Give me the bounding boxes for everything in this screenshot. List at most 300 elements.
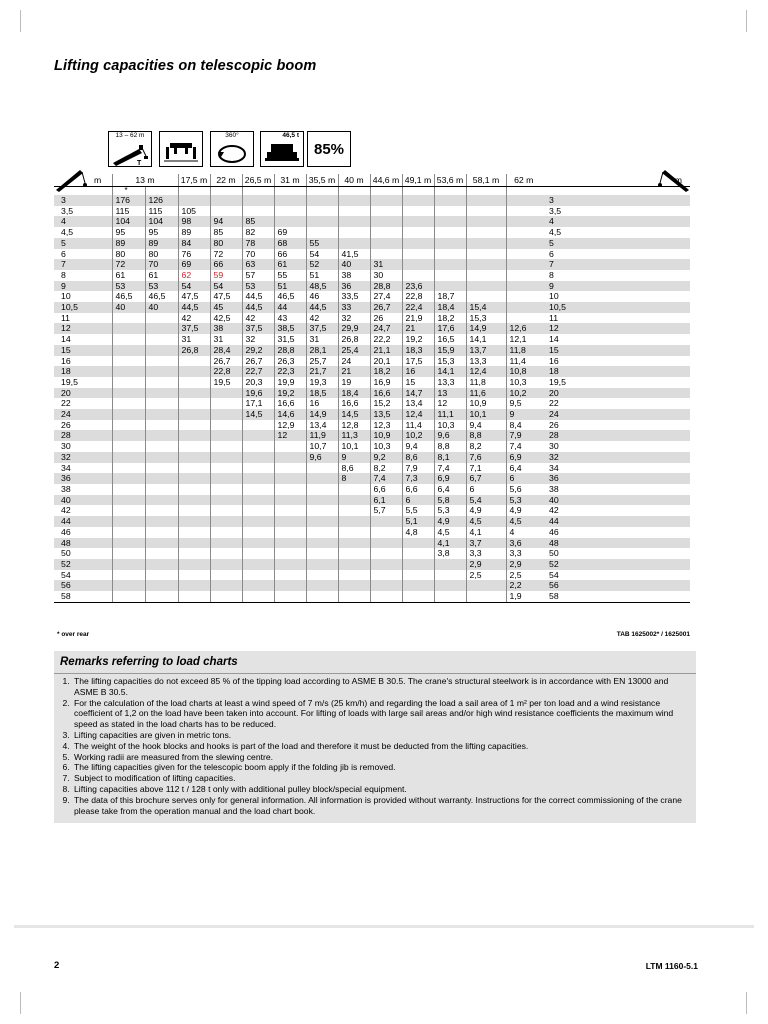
radius-cell-right: 6 bbox=[549, 248, 554, 259]
table-row bbox=[54, 195, 690, 206]
capacity-cell: 44,5 bbox=[306, 302, 338, 313]
capacity-cell: 2,5 bbox=[466, 570, 506, 581]
capacity-cell: 18,5 bbox=[306, 388, 338, 399]
capacity-cell: 14,5 bbox=[242, 409, 274, 420]
capacity-cell bbox=[145, 580, 178, 591]
capacity-cell: 4,9 bbox=[466, 505, 506, 516]
table-row bbox=[54, 259, 690, 270]
capacity-cell bbox=[506, 281, 541, 292]
capacity-cell bbox=[145, 527, 178, 538]
capacity-cell bbox=[242, 548, 274, 559]
radius-cell: 9 bbox=[54, 281, 112, 292]
remarks-list bbox=[58, 676, 688, 816]
capacity-cell bbox=[370, 516, 402, 527]
capacity-cell bbox=[178, 580, 210, 591]
capacity-cell bbox=[466, 270, 506, 281]
capacity-cell: 115 bbox=[112, 206, 145, 217]
capacity-cell: 3,8 bbox=[434, 548, 466, 559]
capacity-cell bbox=[145, 538, 178, 549]
radius-cell-right: 18 bbox=[541, 366, 690, 377]
capacity-cell bbox=[466, 206, 506, 217]
capacity-cell bbox=[274, 548, 306, 559]
boom-length-cell: 40 m bbox=[338, 174, 370, 187]
capacity-cell bbox=[466, 249, 506, 260]
table-row bbox=[54, 398, 690, 409]
capacity-cell bbox=[145, 409, 178, 420]
radius-cell: 8 bbox=[61, 269, 66, 280]
capacity-cell: 45 bbox=[210, 302, 242, 313]
capacity-cell: 20,3 bbox=[242, 377, 274, 388]
capacity-cell: 6 bbox=[506, 473, 541, 484]
capacity-cell: 10,1 bbox=[338, 441, 370, 452]
capacity-cell bbox=[402, 538, 434, 549]
capacity-cell: 126 bbox=[145, 195, 178, 206]
capacity-cell: 89 bbox=[178, 227, 210, 238]
page-number: 2 bbox=[54, 960, 60, 971]
capacity-cell: 12 bbox=[434, 398, 466, 409]
capacity-cell bbox=[145, 484, 178, 495]
table-row bbox=[54, 388, 690, 399]
capacity-cell bbox=[178, 516, 210, 527]
capacity-cell bbox=[145, 505, 178, 516]
capacity-cell: 7,4 bbox=[370, 473, 402, 484]
capacity-cell: 5,7 bbox=[370, 505, 402, 516]
radius-cell-right: 4,5 bbox=[549, 227, 562, 238]
capacity-cell: 46 bbox=[306, 291, 338, 302]
capacity-cell bbox=[145, 356, 178, 367]
capacity-cell bbox=[178, 505, 210, 516]
table-row bbox=[54, 548, 690, 559]
capacity-cell: 9,6 bbox=[306, 452, 338, 463]
capacity-cell bbox=[145, 420, 178, 431]
capacity-cell: 15,9 bbox=[434, 345, 466, 356]
capacity-cell bbox=[402, 270, 434, 281]
capacity-cell bbox=[370, 216, 402, 227]
capacity-cell: 3,3 bbox=[466, 548, 506, 559]
capacity-cell bbox=[210, 420, 242, 431]
capacity-cell bbox=[506, 313, 541, 324]
capacity-cell: 6,1 bbox=[370, 495, 402, 506]
capacity-cell: 19,6 bbox=[242, 388, 274, 399]
capacity-cell: 7,3 bbox=[402, 473, 434, 484]
capacity-cell: 38 bbox=[210, 323, 242, 334]
capacity-cell bbox=[338, 548, 370, 559]
capacity-cell: 37,5 bbox=[306, 323, 338, 334]
radius-cell-right: 50 bbox=[549, 548, 559, 559]
capacity-cell: 4,9 bbox=[434, 516, 466, 527]
capacity-cell bbox=[402, 238, 434, 249]
capacity-cell bbox=[338, 538, 370, 549]
capacity-cell bbox=[242, 484, 274, 495]
capacity-cell bbox=[178, 559, 210, 570]
capacity-cell: 12 bbox=[274, 430, 306, 441]
capacity-cell: 31 bbox=[178, 334, 210, 345]
remark-item: 5. Working radii are measured from the slewing centre. bbox=[72, 752, 688, 763]
over-rear-marker: * bbox=[112, 187, 145, 196]
capacity-cell bbox=[402, 548, 434, 559]
capacity-cell: 19,2 bbox=[274, 388, 306, 399]
capacity-cell bbox=[434, 559, 466, 570]
table-row bbox=[54, 345, 690, 356]
capacity-cell bbox=[338, 216, 370, 227]
capacity-cell bbox=[274, 195, 306, 206]
capacity-cell: 16 bbox=[402, 366, 434, 377]
radius-cell-right: 42 bbox=[549, 505, 559, 516]
counterweight-icon: 46,5 t bbox=[260, 131, 304, 167]
capacity-cell: 62 bbox=[178, 270, 210, 281]
radius-cell-right: 4 bbox=[541, 216, 690, 227]
capacity-cell bbox=[274, 216, 306, 227]
capacity-cell: 28,8 bbox=[274, 345, 306, 356]
capacity-cell: 16,5 bbox=[434, 334, 466, 345]
remark-item: 3. Lifting capacities are given in metric tons. bbox=[72, 730, 688, 741]
capacity-cell: 8,6 bbox=[338, 463, 370, 474]
capacity-cell bbox=[112, 559, 145, 570]
page-title: Lifting capacities on telescopic boom bbox=[54, 58, 317, 74]
capacity-cell bbox=[242, 441, 274, 452]
radius-cell-right: 26 bbox=[549, 419, 559, 430]
capacity-cell: 38,5 bbox=[274, 323, 306, 334]
capacity-cell: 5,3 bbox=[434, 505, 466, 516]
capacity-cell: 10,3 bbox=[434, 420, 466, 431]
capacity-cell: 47,5 bbox=[210, 291, 242, 302]
capacity-cell bbox=[434, 238, 466, 249]
capacity-cell bbox=[506, 291, 541, 302]
boom-length-cell: 44,6 m bbox=[370, 174, 402, 187]
boom-length-cell: 17,5 m bbox=[178, 174, 210, 187]
capacity-cell: 10,3 bbox=[370, 441, 402, 452]
capacity-cell: 54 bbox=[210, 281, 242, 292]
capacity-cell bbox=[112, 580, 145, 591]
table-row bbox=[54, 484, 690, 495]
radius-cell-right: 8 bbox=[549, 269, 554, 280]
capacity-cell bbox=[145, 570, 178, 581]
capacity-cell bbox=[178, 570, 210, 581]
capacity-cell bbox=[274, 538, 306, 549]
table-row bbox=[54, 505, 690, 516]
radius-cell-right: 15 bbox=[541, 345, 690, 356]
capacity-cell bbox=[370, 227, 402, 238]
capacity-cell: 12,1 bbox=[506, 334, 541, 345]
capacity-cell: 53 bbox=[145, 281, 178, 292]
capacity-cell: 24 bbox=[338, 356, 370, 367]
capacity-cell: 89 bbox=[112, 238, 145, 249]
capacity-cell: 27,4 bbox=[370, 291, 402, 302]
capacity-cell bbox=[338, 527, 370, 538]
capacity-cell: 11,3 bbox=[338, 430, 370, 441]
capacity-cell bbox=[210, 409, 242, 420]
capacity-cell: 9,2 bbox=[370, 452, 402, 463]
boom-length-cell: 26,5 m bbox=[242, 174, 274, 187]
capacity-cell bbox=[178, 473, 210, 484]
radius-cell-right: 44 bbox=[541, 516, 690, 527]
radius-cell: 14 bbox=[61, 334, 71, 345]
capacity-cell bbox=[145, 323, 178, 334]
capacity-cell: 15,4 bbox=[466, 302, 506, 313]
capacity-cell: 11,1 bbox=[434, 409, 466, 420]
capacity-cell: 11,9 bbox=[306, 430, 338, 441]
radius-cell: 5 bbox=[54, 238, 112, 249]
radius-cell-right: 12 bbox=[541, 323, 690, 334]
capacity-cell: 44 bbox=[274, 302, 306, 313]
capacity-cell: 26,8 bbox=[178, 345, 210, 356]
capacity-cell: 6,9 bbox=[506, 452, 541, 463]
capacity-cell bbox=[370, 249, 402, 260]
capacity-cell: 18,2 bbox=[434, 313, 466, 324]
radius-cell-right: 32 bbox=[541, 452, 690, 463]
tipping-percent-badge: 85% bbox=[307, 131, 351, 167]
capacity-cell: 14,1 bbox=[434, 366, 466, 377]
capacity-cell: 8,6 bbox=[402, 452, 434, 463]
capacity-cell: 22,4 bbox=[402, 302, 434, 313]
table-row bbox=[54, 591, 690, 602]
capacity-cell: 70 bbox=[242, 249, 274, 260]
capacity-cell: 20,1 bbox=[370, 356, 402, 367]
table-row bbox=[54, 249, 690, 260]
capacity-cell bbox=[506, 259, 541, 270]
capacity-cell: 4,5 bbox=[466, 516, 506, 527]
capacity-cell bbox=[112, 345, 145, 356]
capacity-cell: 98 bbox=[178, 216, 210, 227]
boom-length-icon: 13 – 62 m T bbox=[108, 131, 152, 167]
capacity-cell: 52 bbox=[306, 259, 338, 270]
capacity-cell bbox=[145, 548, 178, 559]
remark-item: 4. The weight of the hook blocks and hooks is part of the load and therefore it must be deducted from the lifting capacities. bbox=[72, 741, 688, 752]
capacity-cell bbox=[112, 377, 145, 388]
capacity-cell bbox=[506, 249, 541, 260]
capacity-cell bbox=[112, 505, 145, 516]
capacity-cell: 176 bbox=[112, 195, 145, 206]
capacity-cell bbox=[145, 559, 178, 570]
table-row bbox=[54, 538, 690, 549]
capacity-cell bbox=[210, 441, 242, 452]
capacity-cell: 15,2 bbox=[370, 398, 402, 409]
capacity-cell: 26,3 bbox=[274, 356, 306, 367]
capacity-cell: 11,8 bbox=[466, 377, 506, 388]
capacity-cell: 7,9 bbox=[402, 463, 434, 474]
radius-cell-right: 10 bbox=[549, 291, 559, 302]
capacity-cell: 115 bbox=[145, 206, 178, 217]
capacity-cell: 10,9 bbox=[466, 398, 506, 409]
capacity-cell bbox=[402, 259, 434, 270]
capacity-cell bbox=[178, 452, 210, 463]
capacity-cell: 21,9 bbox=[402, 313, 434, 324]
capacity-cell: 19,5 bbox=[210, 377, 242, 388]
table-row bbox=[54, 206, 690, 217]
radius-cell-right: 46 bbox=[549, 526, 559, 537]
radius-cell-right: 3 bbox=[541, 195, 690, 206]
capacity-cell bbox=[466, 238, 506, 249]
capacity-cell bbox=[210, 398, 242, 409]
capacity-cell: 10,9 bbox=[370, 430, 402, 441]
capacity-cell bbox=[402, 216, 434, 227]
radius-cell: 52 bbox=[54, 559, 112, 570]
capacity-cell bbox=[274, 580, 306, 591]
capacity-cell: 61 bbox=[274, 259, 306, 270]
radius-cell-right: 48 bbox=[541, 538, 690, 549]
capacity-cell bbox=[242, 580, 274, 591]
capacity-cell bbox=[145, 591, 178, 602]
capacity-cell bbox=[178, 441, 210, 452]
capacity-cell bbox=[242, 195, 274, 206]
capacity-cell: 13,4 bbox=[402, 398, 434, 409]
capacity-cell: 8,2 bbox=[370, 463, 402, 474]
capacity-cell bbox=[210, 516, 242, 527]
capacity-cell bbox=[370, 559, 402, 570]
capacity-cell bbox=[370, 238, 402, 249]
capacity-cell bbox=[306, 463, 338, 474]
radius-cell: 30 bbox=[61, 441, 71, 452]
table-row bbox=[54, 291, 690, 302]
capacity-cell bbox=[210, 195, 242, 206]
capacity-cell bbox=[338, 484, 370, 495]
capacity-cell bbox=[306, 548, 338, 559]
capacity-cell bbox=[306, 505, 338, 516]
capacity-cell: 10,7 bbox=[306, 441, 338, 452]
capacity-cell: 9 bbox=[506, 409, 541, 420]
radius-cell: 20 bbox=[54, 388, 112, 399]
capacity-cell bbox=[306, 216, 338, 227]
capacity-cell: 17,6 bbox=[434, 323, 466, 334]
radius-cell: 34 bbox=[61, 462, 71, 473]
table-row bbox=[54, 559, 690, 570]
capacity-cell: 30 bbox=[370, 270, 402, 281]
capacity-cell: 31 bbox=[370, 259, 402, 270]
capacity-cell bbox=[112, 484, 145, 495]
capacity-cell: 2,5 bbox=[506, 570, 541, 581]
capacity-cell bbox=[145, 398, 178, 409]
radius-cell: 6 bbox=[61, 248, 66, 259]
capacity-cell bbox=[210, 430, 242, 441]
capacity-cell bbox=[434, 570, 466, 581]
capacity-cell: 63 bbox=[242, 259, 274, 270]
capacity-cell: 51 bbox=[274, 281, 306, 292]
capacity-cell: 24,7 bbox=[370, 323, 402, 334]
capacity-cell: 6,4 bbox=[434, 484, 466, 495]
radius-cell: 58 bbox=[54, 591, 112, 602]
table-row bbox=[54, 495, 690, 506]
radius-cell-right: 19,5 bbox=[549, 376, 566, 387]
capacity-cell: 13,3 bbox=[434, 377, 466, 388]
capacity-cell bbox=[112, 516, 145, 527]
capacity-cell bbox=[402, 570, 434, 581]
capacity-cell: 95 bbox=[112, 227, 145, 238]
capacity-cell: 69 bbox=[178, 259, 210, 270]
capacity-cell bbox=[145, 473, 178, 484]
capacity-cell bbox=[338, 591, 370, 602]
capacity-cell bbox=[145, 516, 178, 527]
radius-cell: 15 bbox=[54, 345, 112, 356]
capacity-cell bbox=[466, 216, 506, 227]
capacity-cell bbox=[338, 505, 370, 516]
boom-length-cell: 53,6 m bbox=[434, 174, 466, 187]
table-row bbox=[54, 216, 690, 227]
capacity-cell: 80 bbox=[112, 249, 145, 260]
capacity-cell bbox=[434, 216, 466, 227]
capacity-cell: 26,8 bbox=[338, 334, 370, 345]
capacity-cell: 3,7 bbox=[466, 538, 506, 549]
capacity-cell bbox=[402, 580, 434, 591]
capacity-cell: 54 bbox=[178, 281, 210, 292]
capacity-cell bbox=[210, 559, 242, 570]
capacity-cell: 4,1 bbox=[434, 538, 466, 549]
capacity-cell: 4,8 bbox=[402, 527, 434, 538]
capacity-cell: 31,5 bbox=[274, 334, 306, 345]
capacity-cell: 26 bbox=[370, 313, 402, 324]
capacity-cell bbox=[145, 388, 178, 399]
capacity-cell bbox=[466, 259, 506, 270]
crop-mark bbox=[20, 992, 21, 1014]
capacity-cell: 26,7 bbox=[242, 356, 274, 367]
capacity-cell: 7,6 bbox=[466, 452, 506, 463]
remark-item: 9. The data of this brochure serves only for general information. All information is provided without warranty. Instructions for the correct commissioning of the crane please take from the operation manual and the load chart book. bbox=[72, 795, 688, 817]
table-row bbox=[54, 420, 690, 431]
capacity-cell bbox=[112, 591, 145, 602]
capacity-cell bbox=[274, 495, 306, 506]
remark-item: 1. The lifting capacities do not exceed 85 % of the tipping load according to ASME B 30.5. The crane's structural steelwork is in accordance with EN 13000 and ASME B 30.5. bbox=[72, 676, 688, 698]
capacity-cell: 5,8 bbox=[434, 495, 466, 506]
radius-cell-right: 52 bbox=[541, 559, 690, 570]
capacity-cell bbox=[338, 559, 370, 570]
radius-cell: 3,5 bbox=[61, 205, 74, 216]
capacity-cell: 33 bbox=[338, 302, 370, 313]
capacity-cell bbox=[306, 580, 338, 591]
capacity-cell bbox=[242, 473, 274, 484]
capacity-cell: 55 bbox=[306, 238, 338, 249]
capacity-cell bbox=[178, 420, 210, 431]
capacity-cell: 3,6 bbox=[506, 538, 541, 549]
capacity-cell bbox=[210, 206, 242, 217]
capacity-cell bbox=[210, 463, 242, 474]
outrigger-icon bbox=[159, 131, 203, 167]
capacity-cell bbox=[402, 559, 434, 570]
remark-item: 7. Subject to modification of lifting capacities. bbox=[72, 773, 688, 784]
capacity-cell: 22,7 bbox=[242, 366, 274, 377]
capacity-cell: 8,2 bbox=[466, 441, 506, 452]
capacity-cell bbox=[434, 227, 466, 238]
radius-cell: 19,5 bbox=[61, 376, 78, 387]
capacity-cell bbox=[466, 580, 506, 591]
capacity-cell: 13,4 bbox=[306, 420, 338, 431]
capacity-cell: 54 bbox=[306, 249, 338, 260]
capacity-cell bbox=[112, 570, 145, 581]
remark-item: 8. Lifting capacities above 112 t / 128 t only with additional pulley block/special equipment. bbox=[72, 784, 688, 795]
capacity-cell bbox=[178, 366, 210, 377]
table-row bbox=[54, 366, 690, 377]
capacity-cell bbox=[112, 548, 145, 559]
boom-length-cell: 35,5 m bbox=[306, 174, 338, 187]
radius-cell-right: 36 bbox=[541, 473, 690, 484]
capacity-cell bbox=[466, 281, 506, 292]
over-rear-row bbox=[54, 187, 690, 196]
radius-cell: 7 bbox=[54, 259, 112, 270]
capacity-cell: 4,5 bbox=[506, 516, 541, 527]
capacity-cell bbox=[338, 516, 370, 527]
remarks-title: Remarks referring to load charts bbox=[60, 656, 238, 668]
capacity-cell: 2,9 bbox=[506, 559, 541, 570]
capacity-cell bbox=[506, 206, 541, 217]
load-chart-table bbox=[54, 174, 690, 603]
capacity-cell: 85 bbox=[210, 227, 242, 238]
capacity-cell bbox=[145, 452, 178, 463]
capacity-cell: 42,5 bbox=[210, 313, 242, 324]
radius-cell-right: 30 bbox=[549, 441, 559, 452]
footer-divider bbox=[14, 925, 754, 928]
capacity-cell: 8,8 bbox=[466, 430, 506, 441]
radius-cell: 10,5 bbox=[54, 302, 112, 313]
capacity-cell bbox=[210, 495, 242, 506]
capacity-cell: 68 bbox=[274, 238, 306, 249]
